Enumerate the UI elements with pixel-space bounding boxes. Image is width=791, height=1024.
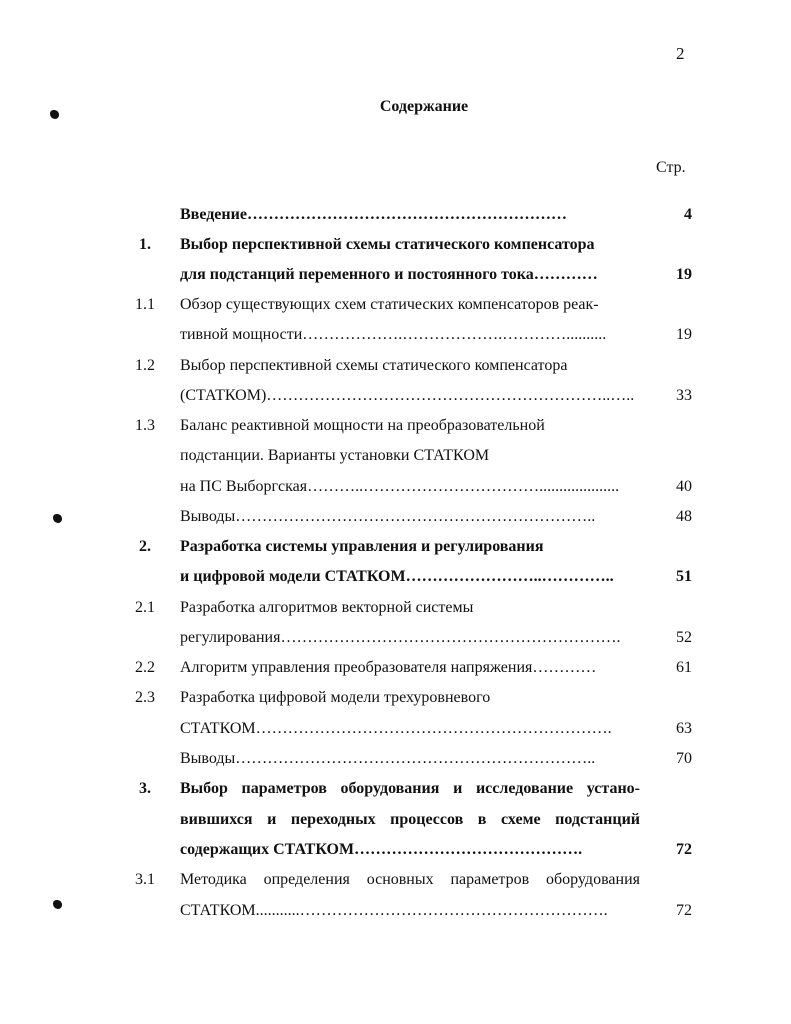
toc-number: 1.3 bbox=[135, 417, 155, 434]
toc-text: регулирования bbox=[180, 629, 281, 646]
toc-line bbox=[0, 415, 791, 437]
toc-text: содержащих СТАТКОМ bbox=[180, 841, 355, 858]
toc-line bbox=[0, 445, 791, 467]
scan-mark bbox=[50, 110, 59, 119]
toc-line bbox=[0, 839, 791, 861]
toc-number: 2.3 bbox=[135, 689, 155, 706]
toc-page-number: 4 bbox=[684, 206, 692, 223]
toc-number: 2.2 bbox=[135, 659, 155, 676]
toc-leader-dots: ………………………………………………………. bbox=[280, 629, 621, 646]
toc-text: и цифровой модели СТАТКОМ bbox=[180, 568, 406, 585]
toc-leader-dots: ………… bbox=[532, 659, 597, 676]
toc-text: подстанции. Варианты установки СТАТКОМ bbox=[180, 447, 490, 464]
toc-line bbox=[0, 627, 791, 649]
toc-leader-dots: ………………………………………………………….. bbox=[235, 750, 596, 767]
toc-leader-dots: ……………………..………….. bbox=[405, 568, 614, 585]
toc-line bbox=[0, 778, 791, 800]
toc-text: Разработка системы управления и регулирования bbox=[180, 538, 544, 555]
toc-text: Разработка алгоритмов векторной системы bbox=[180, 599, 474, 616]
toc-text: на ПС Выборгская bbox=[180, 478, 308, 495]
toc-number: 2.1 bbox=[135, 599, 155, 616]
toc-page-number: 72 bbox=[676, 841, 692, 858]
toc-line bbox=[0, 204, 791, 226]
toc-text: Алгоритм управления преобразователя напряжения bbox=[180, 659, 533, 676]
toc-page-number: 63 bbox=[676, 720, 692, 737]
toc-text: Методика определения основных параметров оборудования bbox=[180, 871, 640, 888]
toc-line bbox=[0, 506, 791, 528]
toc-leader-dots: ………………………………………………………….. bbox=[235, 508, 596, 525]
toc-line bbox=[0, 476, 791, 498]
toc-text: (СТАТКОМ) bbox=[180, 387, 267, 404]
toc-line bbox=[0, 264, 791, 286]
toc-leader-dots: ...........…………………………………………………. bbox=[255, 902, 608, 919]
toc-text: Введение bbox=[180, 206, 247, 223]
toc-text: для подстанций переменного и постоянного тока bbox=[180, 266, 534, 283]
toc-page-number: 51 bbox=[676, 568, 692, 585]
toc-page-number: 19 bbox=[676, 326, 692, 343]
toc-text: СТАТКОМ bbox=[180, 720, 256, 737]
toc-page-number: 19 bbox=[676, 266, 692, 283]
toc-page-number: 61 bbox=[676, 659, 692, 676]
toc-line bbox=[0, 385, 791, 407]
toc-line bbox=[0, 657, 791, 679]
toc-line bbox=[0, 566, 791, 588]
toc-text: вившихся и переходных процессов в схеме подстанций bbox=[180, 811, 640, 828]
toc-line bbox=[0, 687, 791, 709]
toc-page-number: 70 bbox=[676, 750, 692, 767]
toc-page-number: 48 bbox=[676, 508, 692, 525]
toc-line bbox=[0, 809, 791, 831]
toc-number: 1. bbox=[139, 236, 151, 253]
toc-text: Обзор существующих схем статических компенсаторов реак- bbox=[180, 296, 599, 313]
toc-leader-dots: ………………………………………………………..….. bbox=[266, 387, 635, 404]
toc-page-number: 40 bbox=[676, 478, 692, 495]
toc-line bbox=[0, 294, 791, 316]
toc-leader-dots: ………… bbox=[533, 266, 598, 283]
toc-text: Баланс реактивной мощности на преобразовательной bbox=[180, 417, 545, 434]
toc-leader-dots: ………..…………………………….................... bbox=[307, 478, 620, 495]
toc-page-number: 33 bbox=[676, 387, 692, 404]
scan-mark bbox=[53, 514, 62, 523]
toc-number: 3. bbox=[139, 780, 151, 797]
toc-text: Выводы bbox=[180, 508, 236, 525]
toc-line bbox=[0, 597, 791, 619]
toc-text: СТАТКОМ bbox=[180, 902, 256, 919]
toc-leader-dots: ……………………………………. bbox=[354, 841, 583, 858]
page-title: Содержание bbox=[379, 98, 469, 115]
toc-number: 2. bbox=[139, 538, 151, 555]
toc-text: Выбор перспективной схемы статического компенсатора bbox=[180, 236, 595, 253]
toc-number: 1.2 bbox=[135, 357, 155, 374]
toc-line bbox=[0, 900, 791, 922]
toc-text: Разработка цифровой модели трехуровневого bbox=[180, 689, 491, 706]
toc-page-number: 52 bbox=[676, 629, 692, 646]
toc-text: Выводы bbox=[180, 750, 236, 767]
toc-line bbox=[0, 869, 791, 891]
page-number: 2 bbox=[676, 44, 685, 63]
toc-leader-dots: …………………………………………………… bbox=[246, 206, 567, 223]
toc-line bbox=[0, 536, 791, 558]
toc-line bbox=[0, 355, 791, 377]
toc-text: Выбор перспективной схемы статического компенсатора bbox=[180, 357, 568, 374]
toc-leader-dots: ……………….……………….………….......... bbox=[302, 326, 607, 343]
toc-line bbox=[0, 234, 791, 256]
toc-line bbox=[0, 718, 791, 740]
toc-number: 3.1 bbox=[135, 871, 155, 888]
toc-leader-dots: …………………………………………………………. bbox=[255, 720, 612, 737]
toc-line bbox=[0, 748, 791, 770]
toc-number: 1.1 bbox=[135, 296, 155, 313]
scan-mark bbox=[53, 900, 62, 909]
toc-page-number: 72 bbox=[676, 902, 692, 919]
toc-text: Выбор параметров оборудования и исследование устано- bbox=[180, 780, 640, 797]
page-column-header: Стр. bbox=[656, 159, 686, 176]
toc-line bbox=[0, 324, 791, 346]
toc-text: тивной мощности bbox=[180, 326, 303, 343]
